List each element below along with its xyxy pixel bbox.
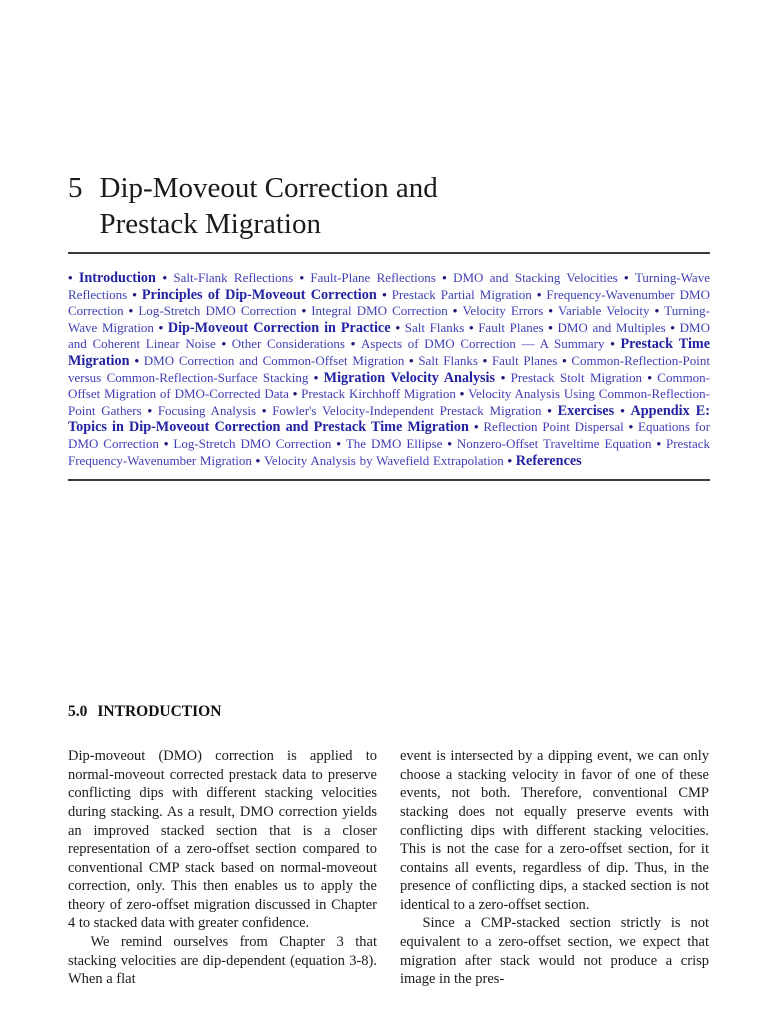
body-columns <box>68 747 710 989</box>
toc-item: Salt-Flank Reflections <box>173 270 300 285</box>
toc-item: Equations for DMO Correction <box>68 419 710 451</box>
toc-item: Migration Velocity Analysis <box>323 369 501 386</box>
body-column-right <box>400 747 709 989</box>
toc-item: Fowler's Velocity-Independent Prestack Migration <box>272 402 548 418</box>
section-number: 5.0 <box>68 703 88 721</box>
toc-item: Principles of Dip-Moveout Correction <box>141 286 383 303</box>
bullet-icon: • <box>468 319 479 335</box>
body-paragraph: Since a CMP-stacked section strictly is not equivalent to a zero-offset section, we expect that migration after stack would not produce a crisp image in the pres- <box>400 915 709 988</box>
toc-item: The DMO Ellipse <box>345 435 448 451</box>
bullet-icon: • <box>620 402 631 418</box>
toc-item: Aspects of DMO Correction — A Summary <box>360 336 611 352</box>
chapter-title-line2: Prestack Migration <box>99 208 321 240</box>
toc-item: Prestack Partial Migration <box>391 286 537 302</box>
toc-item: Focusing Analysis <box>157 402 262 418</box>
toc-item: Turning-Wave Migration <box>68 303 711 335</box>
bullet-icon: • <box>221 336 232 352</box>
toc-item: Salt Flanks <box>404 319 469 335</box>
body-paragraph: We remind ourselves from Chapter 3 that stacking velocities are dip-dependent (equation 3-8). When a flat <box>68 934 377 988</box>
toc-item: Introduction <box>78 270 163 286</box>
bullet-icon: • <box>628 419 638 435</box>
bullet-icon: • <box>656 435 666 451</box>
bullet-icon: • <box>134 352 144 368</box>
toc-item: DMO and Multiples <box>557 319 671 335</box>
section-heading <box>68 703 710 721</box>
bullet-icon: • <box>255 452 264 468</box>
toc-item: Dip-Moveout Correction in Practice <box>167 319 396 336</box>
bullet-icon: • <box>350 336 361 352</box>
bullet-icon: • <box>301 303 312 319</box>
bullet-icon: • <box>507 452 516 468</box>
bullet-icon: • <box>336 435 346 451</box>
bullet-icon: • <box>162 270 174 285</box>
toc-item: Appendix E: Topics in Dip-Moveout Correction and Prestack Time Migration <box>68 402 710 436</box>
bullet-icon: • <box>382 286 392 302</box>
toc-item: Variable Velocity <box>558 303 655 319</box>
toc-item: Fault-Plane Reflections <box>310 270 443 285</box>
bullet-icon: • <box>68 270 79 285</box>
bullet-icon: • <box>132 286 142 302</box>
toc-item: DMO Correction and Common-Offset Migration <box>143 352 410 368</box>
bullet-icon: • <box>624 270 635 285</box>
bullet-icon: • <box>536 286 547 302</box>
toc-item: Fault Planes <box>478 319 549 335</box>
chapter-heading <box>68 170 710 242</box>
horizontal-rule-bottom <box>68 479 710 481</box>
toc-item: Reflection Point Dispersal <box>483 419 629 435</box>
toc-item: Prestack Time Migration <box>68 336 710 369</box>
bullet-icon: • <box>395 319 405 335</box>
bullet-icon: • <box>548 319 558 335</box>
bullet-icon: • <box>548 303 559 319</box>
toc-item: Other Considerations <box>231 336 351 352</box>
bullet-icon: • <box>128 303 139 319</box>
chapter-contents-list <box>68 270 710 469</box>
bullet-icon: • <box>562 352 572 368</box>
toc-item: Fault Planes <box>491 352 563 368</box>
body-paragraph: event is intersected by a dipping event, we can only choose a stacking velocity in favor of one of these events, not both. Therefore, conventional CMP stacking does not equally preserve events with conflicting dips with different stacking velocities. This is not the case for a zero-offset section, for it contains all events, regardless of dip. Thus, in the presence of conflicting dips, a stacked section is not identical to a zero-offset section. <box>400 748 709 913</box>
bullet-icon: • <box>482 352 492 368</box>
toc-item: DMO and Coherent Linear Noise <box>68 319 710 352</box>
bullet-icon: • <box>442 270 454 285</box>
bullet-icon: • <box>292 386 302 402</box>
bullet-icon: • <box>447 435 457 451</box>
toc-item: Velocity Analysis Using Common-Reflection-Point Gathers <box>68 386 710 418</box>
bullet-icon: • <box>163 435 174 451</box>
bullet-icon: • <box>313 369 324 385</box>
toc-item: Nonzero-Offset Traveltime Equation <box>456 435 657 451</box>
toc-item: Frequency-Wavenumber DMO Correction <box>68 286 710 319</box>
bullet-icon: • <box>147 402 158 418</box>
toc-item: Prestack Stolt Migration <box>510 369 648 385</box>
toc-item: Prestack Kirchhoff Migration <box>301 386 460 402</box>
chapter-number: 5 <box>68 172 83 204</box>
toc-item: Prestack Frequency-Wavenumber Migration <box>68 435 711 468</box>
toc-item: DMO and Stacking Velocities <box>453 270 625 285</box>
bullet-icon: • <box>647 369 658 385</box>
toc-item: Velocity Errors <box>462 303 549 319</box>
toc-item: Integral DMO Correction <box>311 303 453 319</box>
bullet-icon: • <box>547 402 558 418</box>
toc-item: Common-Reflection-Point versus Common-Reflection-Surface Stacking <box>68 352 710 385</box>
bullet-icon: • <box>459 386 469 402</box>
bullet-icon: • <box>474 419 484 435</box>
toc-item: Log-Stretch DMO Correction <box>138 303 302 319</box>
bullet-icon: • <box>299 270 311 285</box>
bullet-icon: • <box>500 369 511 385</box>
section-title: INTRODUCTION <box>97 703 222 721</box>
bullet-icon: • <box>610 336 621 352</box>
horizontal-rule-top <box>68 252 710 254</box>
chapter-title <box>100 170 711 242</box>
body-paragraph: Dip-moveout (DMO) correction is applied to normal-moveout corrected prestack data to preserve conflicting dips with different stacking velocities during stacking. As a result, DMO correction yields an improved stacked section that is a closer representation of a zero-offset section compared to conventional CMP stack based on normal-moveout correction, only. This then enables us to apply the theory of zero-offset migration discussed in Chapter 4 to stacked data with greater confidence. <box>68 748 377 932</box>
toc-item: Exercises <box>557 402 621 419</box>
bullet-icon: • <box>452 303 463 319</box>
toc-item: References <box>515 452 582 469</box>
bullet-icon: • <box>654 303 665 319</box>
toc-item: Turning-Wave Reflections <box>68 270 710 302</box>
bullet-icon: • <box>158 319 168 335</box>
chapter-title-line1: Dip-Moveout Correction and <box>99 172 438 204</box>
body-column-left <box>68 747 377 989</box>
toc-item: Salt Flanks <box>418 352 483 368</box>
toc-item: Common-Offset Migration of DMO-Corrected Data <box>68 369 711 402</box>
bullet-icon: • <box>261 402 273 418</box>
toc-item: Log-Stretch DMO Correction <box>173 435 337 451</box>
bullet-icon: • <box>670 319 680 335</box>
bullet-icon: • <box>409 352 419 368</box>
toc-item: Velocity Analysis by Wavefield Extrapolation <box>263 452 508 468</box>
